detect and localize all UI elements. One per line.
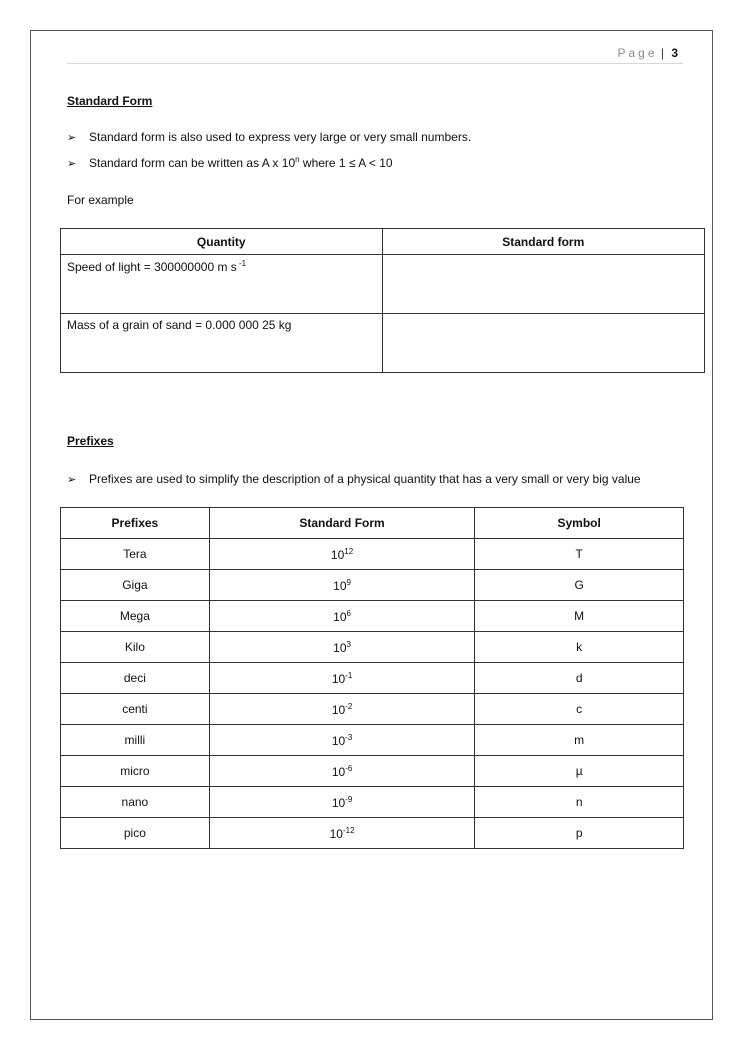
quantity-cell — [61, 314, 383, 373]
symbol-cell: d — [475, 663, 684, 694]
quantity-text: Mass of a grain of sand = 0.000 000 25 kg — [67, 318, 292, 332]
quantity-text: Speed of light = 300000000 m s — [67, 260, 237, 274]
page-label: Page — [617, 46, 658, 60]
standard-form-table — [60, 228, 705, 373]
page-number — [617, 46, 678, 60]
power-base: 10 — [331, 795, 346, 810]
power-exponent: -6 — [345, 763, 353, 773]
power-base: 10 — [331, 702, 346, 717]
column-header: Standard Form — [209, 508, 475, 539]
column-header: Standard form — [382, 229, 704, 255]
power-exponent: 12 — [344, 546, 354, 556]
symbol-cell: µ — [475, 756, 684, 787]
table-header-row — [61, 229, 705, 255]
symbol-cell: M — [475, 601, 684, 632]
arrow-bullet-icon: ➢ — [67, 474, 77, 486]
power-exponent: -3 — [345, 732, 353, 742]
standard-form-cell — [209, 539, 475, 570]
table-row — [61, 570, 684, 601]
header-rule — [67, 63, 683, 64]
bullet-text: Standard form is also used to express very large or very small numbers. — [89, 130, 472, 144]
power-base: 10 — [331, 671, 346, 686]
power-base: 10 — [333, 578, 347, 593]
power-exponent: 3 — [346, 639, 351, 649]
table-row — [61, 314, 705, 373]
table-row — [61, 787, 684, 818]
section-title-prefixes: Prefixes — [67, 434, 114, 448]
prefix-cell: nano — [61, 787, 210, 818]
power-base: 10 — [333, 640, 347, 655]
table-row — [61, 663, 684, 694]
bullet-item — [67, 130, 471, 144]
symbol-cell: c — [475, 694, 684, 725]
answer-cell[interactable] — [382, 314, 704, 373]
standard-form-cell — [209, 725, 475, 756]
answer-cell[interactable] — [382, 255, 704, 314]
power-exponent: -2 — [345, 701, 353, 711]
column-header: Prefixes — [61, 508, 210, 539]
standard-form-cell — [209, 601, 475, 632]
example-label: For example — [67, 193, 134, 207]
prefix-cell: micro — [61, 756, 210, 787]
formula-text: Standard form can be written as A x 10 — [89, 156, 296, 170]
bullet-text: Prefixes are used to simplify the description of a physical quantity that has a very small or very big value — [89, 472, 641, 486]
table-row — [61, 694, 684, 725]
page-number-value: 3 — [671, 46, 678, 60]
formula-exponent: n — [295, 155, 300, 164]
symbol-cell: G — [475, 570, 684, 601]
standard-form-cell — [209, 570, 475, 601]
bullet-item — [67, 155, 393, 170]
bullet-item — [67, 472, 641, 486]
standard-form-cell — [209, 756, 475, 787]
power-base: 10 — [333, 609, 347, 624]
standard-form-cell — [209, 632, 475, 663]
column-header: Quantity — [61, 229, 383, 255]
power-exponent: -9 — [345, 794, 353, 804]
power-base: 10 — [330, 547, 345, 562]
standard-form-cell — [209, 818, 475, 849]
prefix-cell: centi — [61, 694, 210, 725]
page-separator: | — [660, 46, 664, 60]
table-header-row — [61, 508, 684, 539]
formula-condition: where 1 ≤ A < 10 — [299, 156, 393, 170]
table-row — [61, 632, 684, 663]
symbol-cell: T — [475, 539, 684, 570]
prefixes-table — [60, 507, 684, 849]
prefix-cell: Mega — [61, 601, 210, 632]
prefix-cell: pico — [61, 818, 210, 849]
standard-form-cell — [209, 694, 475, 725]
arrow-bullet-icon: ➢ — [67, 158, 77, 170]
power-base: 10 — [331, 764, 346, 779]
power-exponent: -12 — [342, 825, 355, 835]
power-exponent: 6 — [346, 608, 351, 618]
table-row — [61, 818, 684, 849]
symbol-cell: n — [475, 787, 684, 818]
table-row — [61, 756, 684, 787]
power-base: 10 — [329, 826, 343, 841]
symbol-cell: p — [475, 818, 684, 849]
unit-exponent: -1 — [236, 259, 247, 268]
prefix-cell: Kilo — [61, 632, 210, 663]
prefix-cell: deci — [61, 663, 210, 694]
standard-form-cell — [209, 663, 475, 694]
prefix-cell: Giga — [61, 570, 210, 601]
table-row — [61, 255, 705, 314]
table-row — [61, 725, 684, 756]
power-exponent: 9 — [346, 577, 351, 587]
arrow-bullet-icon: ➢ — [67, 132, 77, 144]
power-exponent: -1 — [345, 670, 353, 680]
prefix-cell: Tera — [61, 539, 210, 570]
column-header: Symbol — [475, 508, 684, 539]
table-row — [61, 601, 684, 632]
bullet-text — [89, 155, 393, 170]
symbol-cell: m — [475, 725, 684, 756]
quantity-cell — [61, 255, 383, 314]
power-base: 10 — [331, 733, 346, 748]
section-title-standard-form: Standard Form — [67, 94, 153, 108]
standard-form-cell — [209, 787, 475, 818]
symbol-cell: k — [475, 632, 684, 663]
table-row — [61, 539, 684, 570]
prefix-cell: milli — [61, 725, 210, 756]
